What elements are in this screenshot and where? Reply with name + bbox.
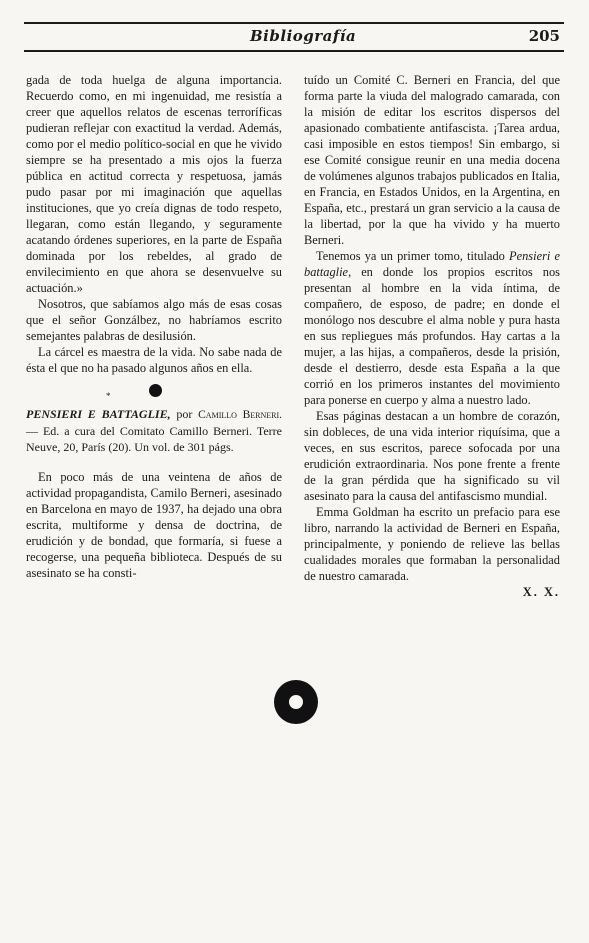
italic-title: Pensieri e battaglie <box>304 249 560 279</box>
book-author: Camillo Berneri. <box>198 409 282 421</box>
asterisk-ornament: * <box>106 391 111 401</box>
ring-ornament <box>274 680 318 724</box>
running-header <box>24 22 564 52</box>
paragraph: Nosotros, que sabíamos algo más de esas cosas que el señor Gonzálbez, no habríamos escrito semejantes palabras de desilusión. <box>26 297 282 343</box>
left-column <box>26 72 282 581</box>
paragraph-text: , en donde los propios escritos nos presentan al hombre en la vida íntima, de compañero, de esposo, de padre; en donde el monólogo nos descubre el alma noble y pura hasta en sus repliegues más profundos. Hay cartas a la mujer, a las hijas, a compañeros, desde la prisión, desde el destierro, desde esta España a la que corrió en los primeros instantes del movimiento para ponerse en cuerpo y alma a nuestro lado. <box>304 265 560 407</box>
bibliography-entry <box>26 406 282 455</box>
paragraph: Esas páginas destacan a un hombre de corazón, sin dobleces, de una vida interior riquísima, que a veces, en sus escritos, parece sofocada por una erudición extraordinaria. Nos pone frente a frente de la gran pérdida que ha significado su vil asesinato para la causa del antifascismo mundial. <box>304 409 560 503</box>
paragraph <box>304 248 560 408</box>
book-title: PENSIERI E BATTAGLIE, <box>26 407 171 421</box>
right-column <box>304 72 560 600</box>
paragraph: gada de toda huelga de alguna importancia. Recuerdo como, en mi ingenuidad, me resistía a creer que aquellos relatos de escenas terroríficas pudieran reflejar con exactitud la verdad. Además, como por el medio político-social en que he vivido siempre se ha presentado a mis ojos la fuerza pública en actitud correcta y respetuosa, jamás pudo pasar por mi imaginación que aquellas instituciones, que yo creía dignas de todo respeto, llegaran, como están llegando, y seguramente acatando órdenes superiores, en la parte de España dominada por los rebeldes, al grado de envilecimiento en que ahora se desenvuelve su actuación.» <box>26 73 282 295</box>
paragraph-text: Tenemos ya un primer tomo, titulado <box>316 249 510 263</box>
ring-hole <box>289 695 303 709</box>
paragraph: En poco más de una veintena de años de actividad propagandista, Camilo Berneri, asesinado en Barcelona en mayo de 1937, ha dejado una obra escrita, multiforme y densa de doctrina, de erudición y de bondad, que formaría, si fuese a recogerse, una pequeña biblioteca. Después de su asesinato se ha consti- <box>26 470 282 580</box>
section-title: Bibliografía <box>250 27 357 45</box>
paragraph: La cárcel es maestra de la vida. No sabe nada de ésta el que no ha pasado algunos años en ella. <box>26 345 282 375</box>
section-separator <box>26 376 282 406</box>
bullet-ornament <box>149 384 162 397</box>
page-number: 205 <box>528 27 560 45</box>
paragraph: Emma Goldman ha escrito un prefacio para ese libro, narrando la actividad de Berneri en España, principalmente, y poniendo de relieve las bellas cualidades morales que formaban la personalidad de nuestro camarada. <box>304 505 560 583</box>
book-details: — Ed. a cura del Comitato Camillo Berneri. Terre Neuve, 20, París (20). Un vol. de 301 págs. <box>26 424 282 454</box>
paragraph: tuído un Comité C. Berneri en Francia, del que forma parte la viuda del malogrado camarada, con la misión de editar los escritos dispersos del apasionado combatiente antifascista. ¡Tarea ardua, casi imposible en estos tiempos! Sin embargo, si ese Comité consigue reunir en una media docena de volúmenes algunos trabajos publicados en Italia, en Francia, en Estados Unidos, en la Argentina, en España, etc., prestará un gran servicio a la causa de la libertad, por la que ha vivido y ha muerto Berneri. <box>304 73 560 247</box>
review-signature: X. X. <box>522 585 560 599</box>
entry-by: por <box>170 407 199 421</box>
